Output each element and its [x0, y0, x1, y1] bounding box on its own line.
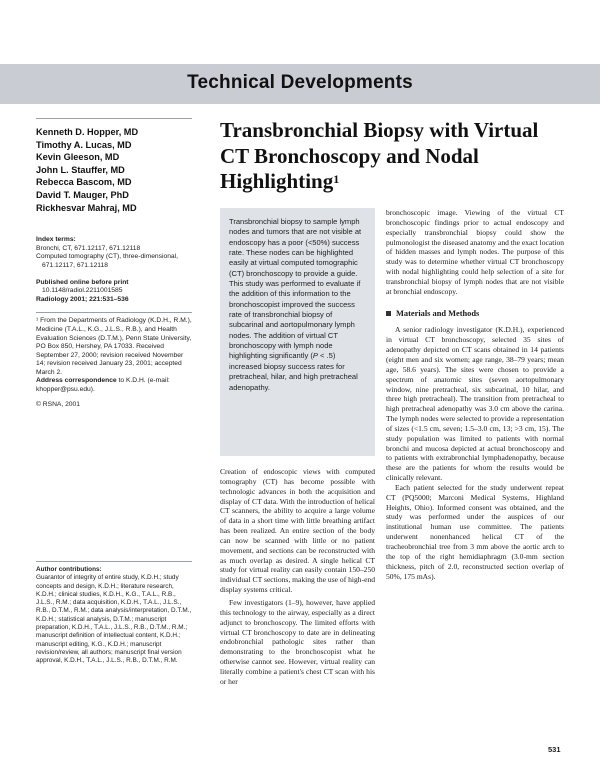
- author-name: Rebecca Bascom, MD: [36, 177, 132, 188]
- abstract-text-end: < .5) increased biopsy success rates for pretracheal, hilar, and high pretracheal adenopathy.: [229, 351, 358, 392]
- square-bullet-icon: [386, 311, 391, 316]
- abstract-box: [220, 208, 375, 456]
- body-paragraph: Creation of endoscopic views with computed tomography (CT) has become possible with technologic advances in both the acquisition and display of CT data. With the introduction of helical CT scanners, the ability to acquire a large volume of data in a short time with little breathing artifact has been realized. An entire section of the body can now be scanned with little or no patient movement, and sections can be reconstructed with as much overlap as desired. A single helical CT study for virtual reality can easily contain 150–250 individual CT sections, making the use of high-end display systems critical.: [220, 467, 375, 595]
- page-number: 531: [548, 745, 561, 754]
- author-name: Rickhesvar Mahraj, MD: [36, 202, 137, 213]
- body-column-left: [220, 467, 375, 687]
- published-heading: Published online before print: [36, 278, 129, 286]
- author-name: John L. Stauffer, MD: [36, 164, 125, 175]
- section-header-band: [0, 64, 600, 104]
- copyright: © RSNA, 2001: [36, 400, 80, 408]
- author-name: Timothy A. Lucas, MD: [36, 139, 132, 150]
- body-paragraph: Each patient selected for the study underwent repeat CT (PQ5000; Marconi Medical Systems, Highland Heights, Ohio). Informed consent was obtained, and the study was performed under the auspices of our institutional human use committee. The patients underwent nonenhanced helical CT of the tracheobronchial tree from 3 mm above the aortic arch to the top of the right hemidiaphragm (3.0-mm section thickness, pitch of 2.0, reconstructed section overlap of 50%, 175 mAs).: [386, 482, 564, 581]
- divider-top: [36, 118, 192, 119]
- section-title: Technical Developments: [187, 72, 413, 93]
- divider-contrib: [36, 561, 192, 562]
- title-footnote-mark: 1: [333, 172, 340, 186]
- correspondence: [36, 377, 192, 394]
- body-paragraph: Few investigators (1–9), however, have applied this technology to the airway, especially as a direct adjunct to bronchoscopy. The limited efforts with virtual CT bronchoscopy to date are in delineating endobronchial pathologic sites rather than demonstrating to the bronchoscopist what he otherwise cannot see. However, virtual reality can literally combine a patient's chest CT scan with his or her: [220, 597, 375, 686]
- author-name: Kevin Gleeson, MD: [36, 152, 120, 163]
- article-title-text: Transbronchial Biopsy with Virtual CT Bronchoscopy and Nodal Highlighting: [220, 118, 539, 193]
- contributions-heading: Author contributions:: [36, 566, 102, 573]
- correspondence-heading: Address correspondence: [36, 377, 117, 385]
- article-title: [220, 118, 570, 195]
- index-terms-heading: Index terms:: [36, 236, 76, 244]
- body-paragraph: A senior radiology investigator (K.D.H.), experienced in virtual CT bronchoscopy, selected 35 sites of adenopathy depicted on CT scans obtained in 14 patients (eight men and six women; age range, 38–79 years; mean age, 58.6 years). The sites were chosen to provide a spectrum of anatomic sites (seven aortopulmonary window, nine pretracheal, six subcarinal, 10 hilar, and three high pretracheal). The transition from pretracheal to high pretracheal adenopathy was 3.0 cm above the carina. The lymph nodes were selected to provide a representation of sizes (<1.5 cm, seven; 1.5–3.0 cm, 13; >3 cm, 15). The study population was limited to patients with normal bronchi and mucosa depicted at actual bronchoscopy and to patients with extrabronchial lymphadenopathy, because these are the patients for whom the results would be clinically relevant.: [386, 325, 564, 483]
- author-list: [36, 126, 192, 214]
- abstract-p-symbol: P: [312, 351, 318, 361]
- doi: 10.1148/radiol.2211001585: [42, 287, 123, 295]
- body-column-right: [386, 208, 564, 581]
- author-name: Kenneth D. Hopper, MD: [36, 127, 139, 137]
- contributions-text: Guarantor of integrity of entire study, K.D.H.; study concepts and design, K.D.H.; literature research, K.D.H.; clinical studies, K.D.H., K.G., T.A.L., R.B., J.L.S., R.M.; data acquisition, K.D.H., T.A.L., J.L.S., R.B., D.T.M., R.M.; data analysis/interpretation, D.T.M., K.D.H.; statistical analysis, D.T.M.; manuscript preparation, K.D.H., T.A.L., J.L.S., R.B., D.T.M., R.M.; manuscript definition of intellectual content, K.D.H.; manuscript editing, K.G., K.D.H.; manuscript revision/review, all authors; manuscript final version approval, K.D.H., T.A.L., J.L.S., R.B., D.T.M., R.M.: [36, 574, 192, 665]
- section-heading: [386, 309, 564, 319]
- author-name: David T. Mauger, PhD: [36, 189, 129, 200]
- divider-mid: [36, 312, 192, 313]
- index-terms: [36, 236, 192, 270]
- footnote-text: ¹ From the Departments of Radiology (K.D.H., R.M.), Medicine (T.A.L., K.G., J.L.S., R.B.), and Health Evaluation Sciences (D.T.M.), Penn State University, PO Box 850, Hershey, PA 17033. Received September 27, 2000; revision received November 14; revision received January 23, 2001; accepted March 2.: [36, 317, 192, 376]
- publication-info: [36, 279, 192, 305]
- body-paragraph: bronchoscopic image. Viewing of the virtual CT bronchoscopic findings prior to actual endoscopy and especially transbronchial biopsy could show the pulmonologist the diseased anatomy and the exact location of hidden masses and lymph nodes. The purpose of this study was to determine whether virtual CT bronchoscopy with nodal highlighting could help selection of a site for transbronchial biopsy of lymph nodes that are not visible at bronchial endoscopy.: [386, 208, 564, 296]
- abstract-text: Transbronchial biopsy to sample lymph nodes and tumors that are not visible at endoscopy has a poor (<50%) success rate. These nodes can be highlighted easily at virtual computed tomographic (CT) bronchoscopy to provide a guide. This study was performed to evaluate if the addition of this information to the bronchoscopist improved the success rate of transbronchial biopsy of subcarinal and aortopulmonary lymph nodes. The addition of virtual CT bronchoscopy with lymph node highlighting significantly (: [229, 217, 362, 361]
- section-heading-text: Materials and Methods: [396, 308, 480, 318]
- index-term: Bronchi, CT, 671.12117, 671.12118: [36, 244, 141, 252]
- author-contributions: [36, 566, 192, 666]
- sidebar: [36, 126, 192, 417]
- correspondence-text: to K.D.H. (e-mail: khopper@psu.edu).: [36, 377, 170, 394]
- citation: Radiology 2001; 221:531–536: [36, 295, 129, 303]
- index-term: Computed tomography (CT), three-dimensional, 671.12117, 671.12118: [36, 253, 178, 269]
- affiliation-footnote: [36, 317, 192, 409]
